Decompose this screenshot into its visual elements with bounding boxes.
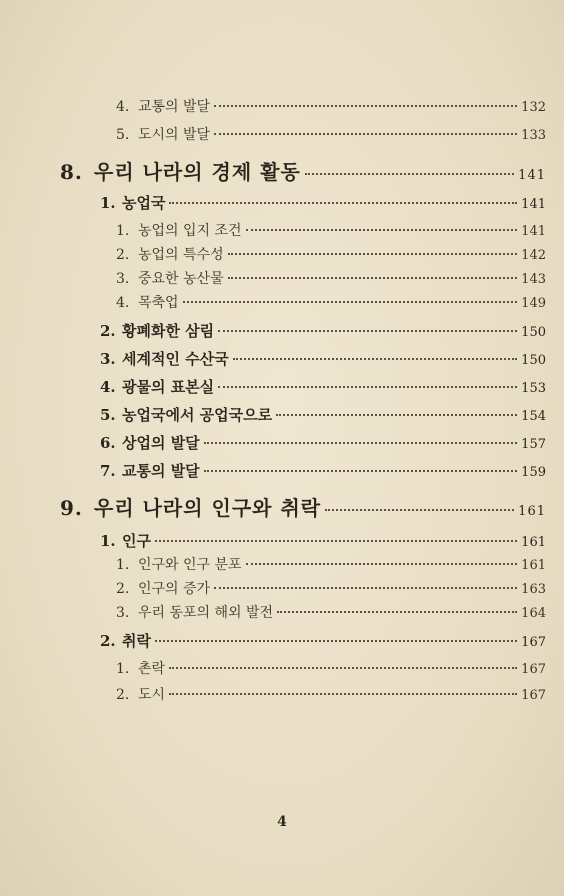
dot-leader (214, 105, 517, 107)
entry-title: 농업의 입지 조건 (138, 223, 242, 239)
toc-section (100, 376, 546, 397)
dot-leader (276, 414, 517, 416)
entry-number: 3. (116, 271, 130, 287)
chapter-number: 8. (60, 160, 83, 184)
entry-number: 4. (116, 99, 130, 115)
dot-leader (233, 358, 518, 360)
entry-page: 167 (521, 688, 546, 703)
chapter-page: 141 (518, 168, 546, 183)
toc-entry (116, 96, 546, 116)
entry-title: 인구와 인구 분포 (138, 557, 242, 573)
dot-leader (325, 509, 514, 511)
section-title: 교통의 발달 (122, 462, 200, 480)
toc-section (100, 348, 546, 369)
entry-number: 4. (116, 295, 130, 311)
section-page: 157 (521, 437, 546, 452)
entry-page: 132 (521, 100, 546, 115)
entry-page: 161 (521, 558, 546, 573)
dot-leader (246, 229, 518, 231)
entry-number: 1. (116, 661, 130, 677)
section-number: 1. (100, 532, 116, 550)
toc-section (100, 192, 546, 213)
entry-number: 2. (116, 581, 130, 597)
entry-page: 164 (521, 606, 546, 621)
dot-leader (214, 133, 517, 135)
toc-chapter (60, 492, 546, 521)
section-title: 취락 (122, 632, 151, 650)
entry-number: 1. (116, 223, 130, 239)
entry-page: 142 (521, 248, 546, 263)
dot-leader (214, 587, 517, 589)
section-title: 상업의 발달 (122, 434, 200, 452)
toc-section (100, 404, 546, 425)
dot-leader (305, 173, 514, 175)
entry-page: 133 (521, 128, 546, 143)
dot-leader (228, 253, 518, 255)
toc-entry (116, 578, 546, 598)
entry-page: 143 (521, 272, 546, 287)
dot-leader (169, 693, 517, 695)
section-title: 농업국에서 공업국으로 (122, 406, 273, 424)
toc-section (100, 432, 546, 453)
entry-number: 1. (116, 557, 130, 573)
toc-entry (116, 244, 546, 264)
dot-leader (204, 470, 517, 472)
entry-title: 목축업 (138, 295, 179, 311)
section-number: 7. (100, 462, 116, 480)
section-title: 세계적인 수산국 (122, 350, 229, 368)
entry-number: 2. (116, 247, 130, 263)
toc-entry (116, 602, 546, 622)
section-number: 2. (100, 322, 116, 340)
section-number: 5. (100, 406, 116, 424)
toc-entry (116, 124, 546, 144)
dot-leader (277, 611, 517, 613)
entry-title: 우리 동포의 해외 발전 (138, 605, 274, 621)
toc-section (100, 630, 546, 651)
chapter-title: 우리 나라의 경제 활동 (94, 160, 301, 184)
chapter-title: 우리 나라의 인구와 취락 (94, 496, 322, 520)
section-title: 광물의 표본실 (122, 378, 215, 396)
entry-title: 도시 (138, 687, 166, 703)
section-number: 3. (100, 350, 116, 368)
section-page: 154 (521, 409, 546, 424)
entry-title: 교통의 발달 (138, 99, 211, 115)
section-number: 6. (100, 434, 116, 452)
toc-section (100, 320, 546, 341)
entry-page: 149 (521, 296, 546, 311)
entry-number: 3. (116, 605, 130, 621)
section-page: 141 (521, 197, 546, 212)
entry-number: 2. (116, 687, 130, 703)
dot-leader (183, 301, 518, 303)
section-page: 150 (521, 325, 546, 340)
section-page: 159 (521, 465, 546, 480)
section-title: 인구 (122, 532, 151, 550)
section-page: 161 (521, 535, 546, 550)
section-number: 2. (100, 632, 116, 650)
toc-entry (116, 268, 546, 288)
entry-title: 인구의 증가 (138, 581, 211, 597)
dot-leader (155, 640, 517, 642)
toc-section (100, 460, 546, 481)
chapter-number: 9. (60, 496, 83, 520)
toc-entry (116, 658, 546, 678)
dot-leader (228, 277, 518, 279)
dot-leader (246, 563, 518, 565)
toc-chapter (60, 156, 546, 185)
chapter-page: 161 (518, 504, 546, 519)
section-page: 153 (521, 381, 546, 396)
entry-title: 촌락 (138, 661, 166, 677)
toc-entry (116, 220, 546, 240)
dot-leader (218, 330, 517, 332)
toc-entry (116, 684, 546, 704)
toc-section (100, 530, 546, 551)
section-page: 150 (521, 353, 546, 368)
entry-page: 163 (521, 582, 546, 597)
dot-leader (155, 540, 517, 542)
dot-leader (169, 667, 517, 669)
dot-leader (204, 442, 517, 444)
dot-leader (218, 386, 517, 388)
entry-number: 5. (116, 127, 130, 143)
toc-entry (116, 554, 546, 574)
entry-page: 167 (521, 662, 546, 677)
section-page: 167 (521, 635, 546, 650)
section-title: 농업국 (122, 194, 166, 212)
entry-title: 중요한 농산물 (138, 271, 224, 287)
entry-page: 141 (521, 224, 546, 239)
dot-leader (169, 202, 517, 204)
toc-entry (116, 292, 546, 312)
entry-title: 농업의 특수성 (138, 247, 224, 263)
entry-title: 도시의 발달 (138, 127, 211, 143)
section-number: 4. (100, 378, 116, 396)
section-title: 황폐화한 삼림 (122, 322, 215, 340)
section-number: 1. (100, 194, 116, 212)
page-number: 4 (277, 814, 287, 830)
